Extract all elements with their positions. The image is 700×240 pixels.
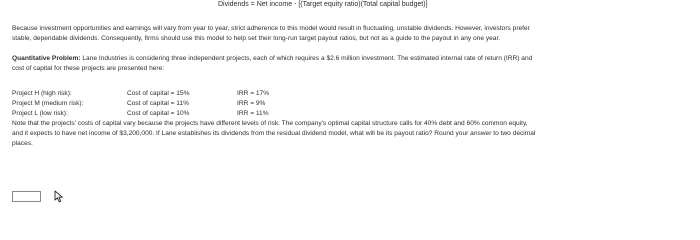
problem-label: Quantitative Problem: bbox=[12, 55, 81, 62]
project-name: Project M (medium risk): bbox=[12, 100, 84, 107]
project-cost: Cost of capital = 11% bbox=[127, 100, 190, 107]
problem-line-1 bbox=[12, 55, 532, 63]
project-cost: Cost of capital = 15% bbox=[127, 90, 190, 97]
project-name: Project H (high risk): bbox=[12, 90, 72, 97]
note-line-1: Note that the projects' costs of capital vary because the projects have different levels of risk. The company's optimal capital structure calls for 40% debt and 60% common equity, bbox=[12, 120, 528, 127]
project-name: Project L (low risk): bbox=[12, 110, 68, 117]
problem-text: Lane Industries is considering three independent projects, each of which requires a $2.6 million investment. The estimated internal rate of return (IRR) and bbox=[80, 55, 533, 62]
project-irr: IRR = 11% bbox=[237, 110, 269, 117]
note-line-2: and it expects to have net income of $3,200,000. If Lane establishes its dividends from the residual dividend model, what will be its payout ratio? Round your answer to two decimal bbox=[12, 130, 536, 137]
payout-ratio-input[interactable] bbox=[12, 191, 41, 202]
formula: Dividends = Net income - [(Target equity ratio)(Total capital budget)] bbox=[218, 1, 428, 8]
note-line-3: places. bbox=[12, 140, 33, 147]
intro-line-1: Because investment opportunities and earnings will vary from year to year, strict adherence to this model would result in fluctuating, unstable dividends. However, investors prefer bbox=[12, 25, 530, 32]
project-cost: Cost of capital = 10% bbox=[127, 110, 190, 117]
problem-line-2: cost of capital for these projects are presented here: bbox=[12, 65, 165, 72]
project-irr: IRR = 17% bbox=[237, 90, 270, 97]
project-irr: IRR = 9% bbox=[237, 100, 266, 107]
intro-line-2: stable, dependable dividends. Consequently, firms should use this model to help set their long-run target payout ratios, but not as a guide to the payout in any one year. bbox=[12, 35, 501, 42]
mouse-pointer-icon bbox=[54, 190, 64, 203]
